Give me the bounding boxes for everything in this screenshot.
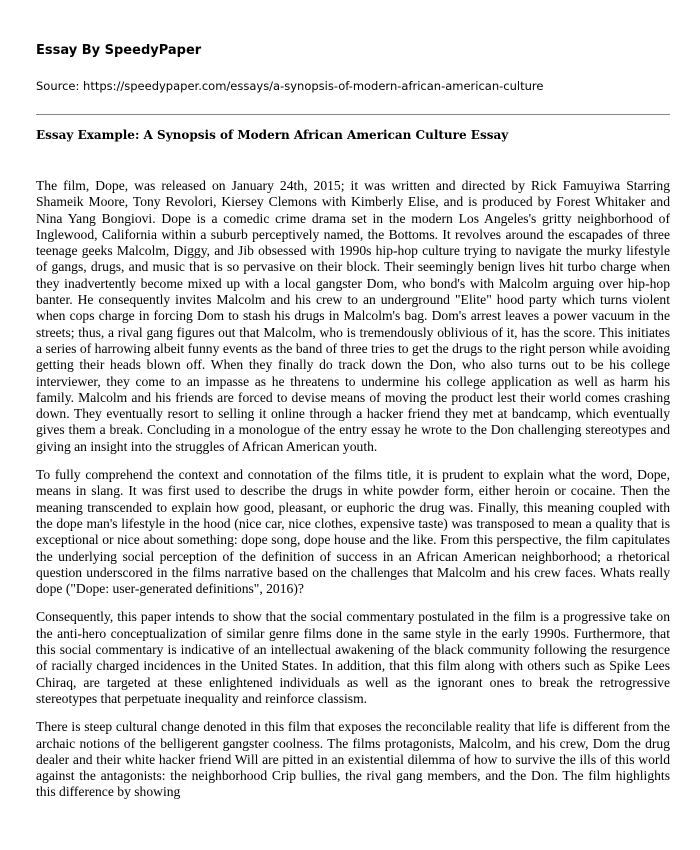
essay-paragraph-3: Consequently, this paper intends to show that the social commentary postulated in the film is a progressive take on the anti-hero conceptualization of similar genre films done in the same style in the early 1990s. Furthermore, that this social commentary is indicative of an intellectual awakening of the black community following the resurgence of racially charged incidences in the United States. In addition, that this film along with others such as Spike Lees Chiraq, are targeted at these enlightened individuals as well as the ignorant ones to break the retrogressive stereotypes that perpetuate inequality and reinforce classism. — [36, 609, 670, 706]
essay-paragraph-1: The film, Dope, was released on January 24th, 2015; it was written and directed by Rick Famuyiwa Starring Shameik Moore, Tony Revolori, Kiersey Clemons with Kimberly Elise, and is produced by Forest Whitaker and Nina Yang Bongiovi. Dope is a comedic crime drama set in the modern Los Angeles's gritty neighborhood of Inglewood, California within a suburb perceptively named, the Bottoms. It revolves around the escapades of three teenage geeks Malcolm, Diggy, and Jib obsessed with 1990s hip-hop culture trying to navigate the murky lifestyle of gangs, drugs, and music that is so pervasive on their block. Their seemingly benign lives hit turbo charge when they inadvertently become mixed up with a local gangster Dom, who bond's with Malcolm arguing over hip-hop banter. He consequently invites Malcolm and his crew to an underground "Elite" hood party which turns violent when cops charge in forcing Dom to stash his drugs in Malcolm's bag. Dom's arrest leaves a power vacuum in the streets; thus, a rival gang figures out that Malcolm, who is tremendously oblivious of it, has the score. This initiates a series of harrowing albeit funny events as the band of three tries to get the drugs to the right person while avoiding getting their heads blown off. When they finally do track down the Don, who also turns out to be his college interviewer, they come to an impasse as he threatens to undermine his college application as well as harm his family. Malcolm and his friends are forced to devise means of moving the product lest their world comes crashing down. They eventually resort to selling it online through a hacker friend they met at bandcamp, which eventually gives them a break. Concluding in a monologue of the entry essay he wrote to the Don challenging stereotypes and giving an insight into the struggles of African American youth. — [36, 178, 670, 454]
header-divider — [36, 114, 670, 115]
document-header-title: Essay By SpeedyPaper — [36, 43, 202, 58]
essay-paragraph-4: There is steep cultural change denoted in this film that exposes the reconcilable reality that life is different from the archaic notions of the belligerent gangster coolness. The films protagonists, Malcolm, and his crew, Dom the drug dealer and their white hacker friend Will are pitted in an existential dilemma of how to survive the ills of this world against the antagonists: the neighborhood Crip bullies, the rival gang members, and the Don. The film highlights this difference by showing — [36, 719, 670, 800]
source-line: Source: https://speedypaper.com/essays/a-synopsis-of-modern-african-american-culture — [36, 79, 544, 93]
essay-body — [36, 178, 670, 801]
essay-title: Essay Example: A Synopsis of Modern African American Culture Essay — [36, 128, 509, 142]
essay-paragraph-2: To fully comprehend the context and connotation of the films title, it is prudent to explain what the word, Dope, means in slang. It was first used to describe the drugs in white powder form, either heroin or cocaine. Then the meaning transcended to explain how good, pleasant, or euphoric the drug was. Finally, this meaning coupled with the dope man's lifestyle in the hood (nice car, nice clothes, expensive taste) was transposed to mean a quality that is exceptional or nice about something: dope song, dope house and the like. From this perspective, the film capitulates the underlying social perception of the definition of success in an African American neighborhood; a rhetorical question underscored in the films narrative based on the challenges that Malcolm and his crew faces. Whats really dope ("Dope: user-generated definitions", 2016)? — [36, 467, 670, 597]
